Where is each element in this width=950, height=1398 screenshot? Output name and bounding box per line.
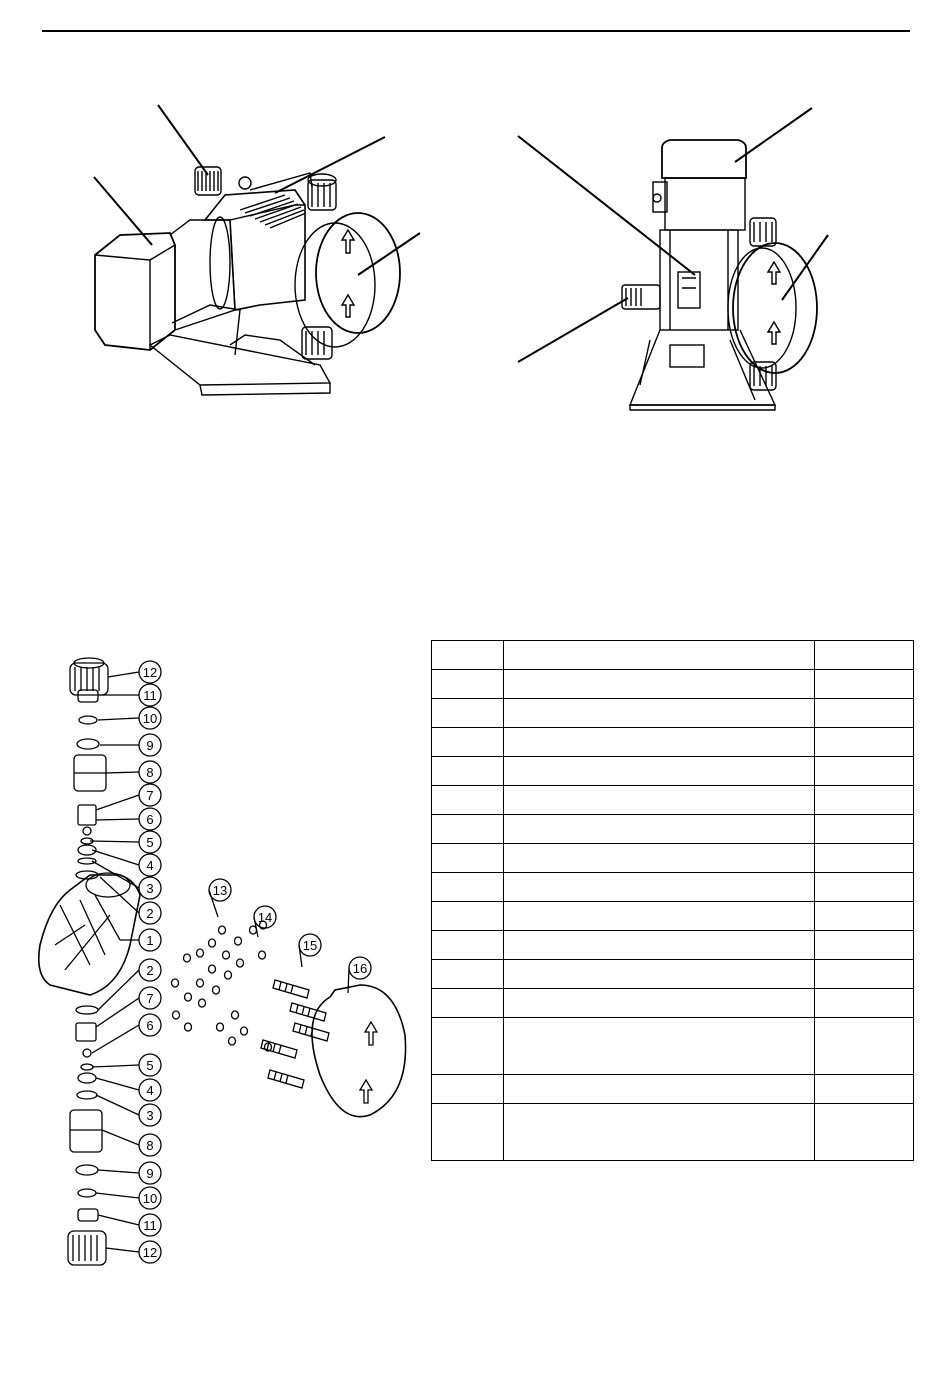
header-cell	[504, 641, 815, 670]
callout-6	[92, 1014, 161, 1053]
callout-12	[108, 661, 161, 683]
svg-text:5: 5	[146, 1058, 154, 1073]
table-cell-name	[504, 989, 815, 1018]
callout-1	[120, 929, 161, 951]
callout-16	[348, 957, 371, 993]
washer	[197, 979, 204, 987]
table-cell-no	[432, 902, 504, 931]
table-cell-qty	[815, 931, 914, 960]
svg-text:6: 6	[146, 812, 154, 827]
svg-text:3: 3	[146, 1108, 154, 1123]
table-row	[432, 989, 914, 1018]
table-cell-qty	[815, 670, 914, 699]
svg-text:11: 11	[143, 1218, 157, 1233]
table-cell-qty	[815, 786, 914, 815]
callout-9	[100, 734, 161, 756]
table-row	[432, 1018, 914, 1075]
table-cell-name	[504, 1075, 815, 1104]
washer	[237, 959, 244, 967]
svg-text:14: 14	[257, 910, 273, 925]
washer	[197, 949, 204, 957]
bolt	[273, 980, 309, 998]
table-cell-qty	[815, 960, 914, 989]
washer	[209, 965, 216, 973]
table-row	[432, 815, 914, 844]
table-row	[432, 1104, 914, 1161]
washer	[225, 971, 232, 979]
header-cell	[432, 641, 504, 670]
parts-table	[431, 640, 914, 1161]
table-row	[432, 902, 914, 931]
table-cell-name	[504, 960, 815, 989]
table-cell-name	[504, 757, 815, 786]
washer	[241, 1027, 248, 1035]
svg-text:5: 5	[146, 835, 154, 850]
table-cell-name	[504, 873, 815, 902]
callout-12	[106, 1241, 161, 1263]
table-cell-qty	[815, 873, 914, 902]
washer	[172, 979, 179, 987]
washer	[209, 939, 216, 947]
table-cell-no	[432, 844, 504, 873]
callout-11	[98, 1214, 161, 1236]
callout-15	[299, 934, 321, 967]
callout-3	[96, 1095, 161, 1126]
table-cell-name	[504, 931, 815, 960]
table-row	[432, 699, 914, 728]
svg-text:7: 7	[146, 788, 154, 803]
callout-6	[96, 808, 161, 830]
table-cell-qty	[815, 902, 914, 931]
svg-text:2: 2	[146, 906, 154, 921]
table-cell-no	[432, 757, 504, 786]
svg-text:7: 7	[146, 991, 154, 1006]
table-cell-name	[504, 815, 815, 844]
svg-text:8: 8	[146, 765, 154, 780]
svg-text:6: 6	[146, 1018, 154, 1033]
callout-5	[92, 1054, 161, 1076]
table-cell-no	[432, 699, 504, 728]
svg-text:10: 10	[142, 1191, 158, 1206]
table-cell-no	[432, 815, 504, 844]
svg-text:12: 12	[142, 1245, 158, 1260]
pump-front-view	[510, 100, 840, 415]
table-row	[432, 786, 914, 815]
table-cell-name	[504, 902, 815, 931]
svg-text:15: 15	[302, 938, 318, 953]
table-row	[432, 960, 914, 989]
svg-text:1: 1	[146, 933, 154, 948]
table-cell-no	[432, 873, 504, 902]
callout-9	[98, 1162, 161, 1184]
callout-8	[102, 1130, 161, 1156]
washer	[185, 993, 192, 1001]
table-row	[432, 728, 914, 757]
washer	[217, 1023, 224, 1031]
table-cell-qty	[815, 844, 914, 873]
svg-text:9: 9	[146, 738, 154, 753]
header-cell	[815, 641, 914, 670]
table-cell-name	[504, 728, 815, 757]
washer	[223, 951, 230, 959]
svg-text:2: 2	[146, 963, 154, 978]
svg-text:13: 13	[212, 883, 228, 898]
washer	[199, 999, 206, 1007]
pump-head-exploded-view	[30, 655, 420, 1275]
table-cell-name	[504, 1018, 815, 1075]
table-cell-no	[432, 931, 504, 960]
svg-text:8: 8	[146, 1138, 154, 1153]
table-row	[432, 844, 914, 873]
svg-text:4: 4	[146, 1083, 154, 1098]
callout-10	[98, 707, 161, 729]
table-cell-qty	[815, 757, 914, 786]
washer	[173, 1011, 180, 1019]
table-cell-no	[432, 1104, 504, 1161]
table-row	[432, 757, 914, 786]
table-cell-no	[432, 960, 504, 989]
svg-text:9: 9	[146, 1166, 154, 1181]
table-row	[432, 873, 914, 902]
svg-text:4: 4	[146, 858, 154, 873]
table-cell-no	[432, 1018, 504, 1075]
table-cell-no	[432, 989, 504, 1018]
washer	[213, 986, 220, 994]
washer	[259, 951, 266, 959]
table-cell-qty	[815, 815, 914, 844]
washer	[232, 1011, 239, 1019]
table-cell-no	[432, 670, 504, 699]
callout-8	[106, 761, 161, 783]
table-header-row	[432, 641, 914, 670]
table-cell-qty	[815, 1104, 914, 1161]
washer	[229, 1037, 236, 1045]
svg-text:3: 3	[146, 881, 154, 896]
callout-5	[90, 831, 161, 853]
table-cell-name	[504, 1104, 815, 1161]
callout-14	[254, 906, 276, 937]
washer	[219, 926, 226, 934]
svg-text:11: 11	[143, 688, 157, 703]
table-cell-qty	[815, 1018, 914, 1075]
pump-side-view	[80, 95, 440, 405]
washer	[185, 1023, 192, 1031]
callout-11	[100, 684, 161, 706]
table-cell-qty	[815, 989, 914, 1018]
table-cell-no	[432, 786, 504, 815]
table-cell-name	[504, 844, 815, 873]
bolt	[293, 1023, 329, 1041]
callout-13	[209, 879, 231, 917]
table-cell-no	[432, 728, 504, 757]
table-cell-name	[504, 786, 815, 815]
table-cell-name	[504, 699, 815, 728]
table-row	[432, 670, 914, 699]
page-header-rule	[42, 30, 910, 32]
table-row	[432, 1075, 914, 1104]
table-cell-qty	[815, 1075, 914, 1104]
svg-text:10: 10	[142, 711, 158, 726]
callout-4	[96, 1078, 161, 1101]
table-cell-name	[504, 670, 815, 699]
bolt	[268, 1070, 304, 1088]
callout-10	[96, 1187, 161, 1209]
table-cell-qty	[815, 728, 914, 757]
table-cell-qty	[815, 699, 914, 728]
table-cell-no	[432, 1075, 504, 1104]
table-row	[432, 931, 914, 960]
washer	[184, 954, 191, 962]
svg-text:16: 16	[352, 961, 368, 976]
callout-4	[92, 850, 161, 876]
svg-text:12: 12	[142, 665, 158, 680]
washer	[235, 937, 242, 945]
